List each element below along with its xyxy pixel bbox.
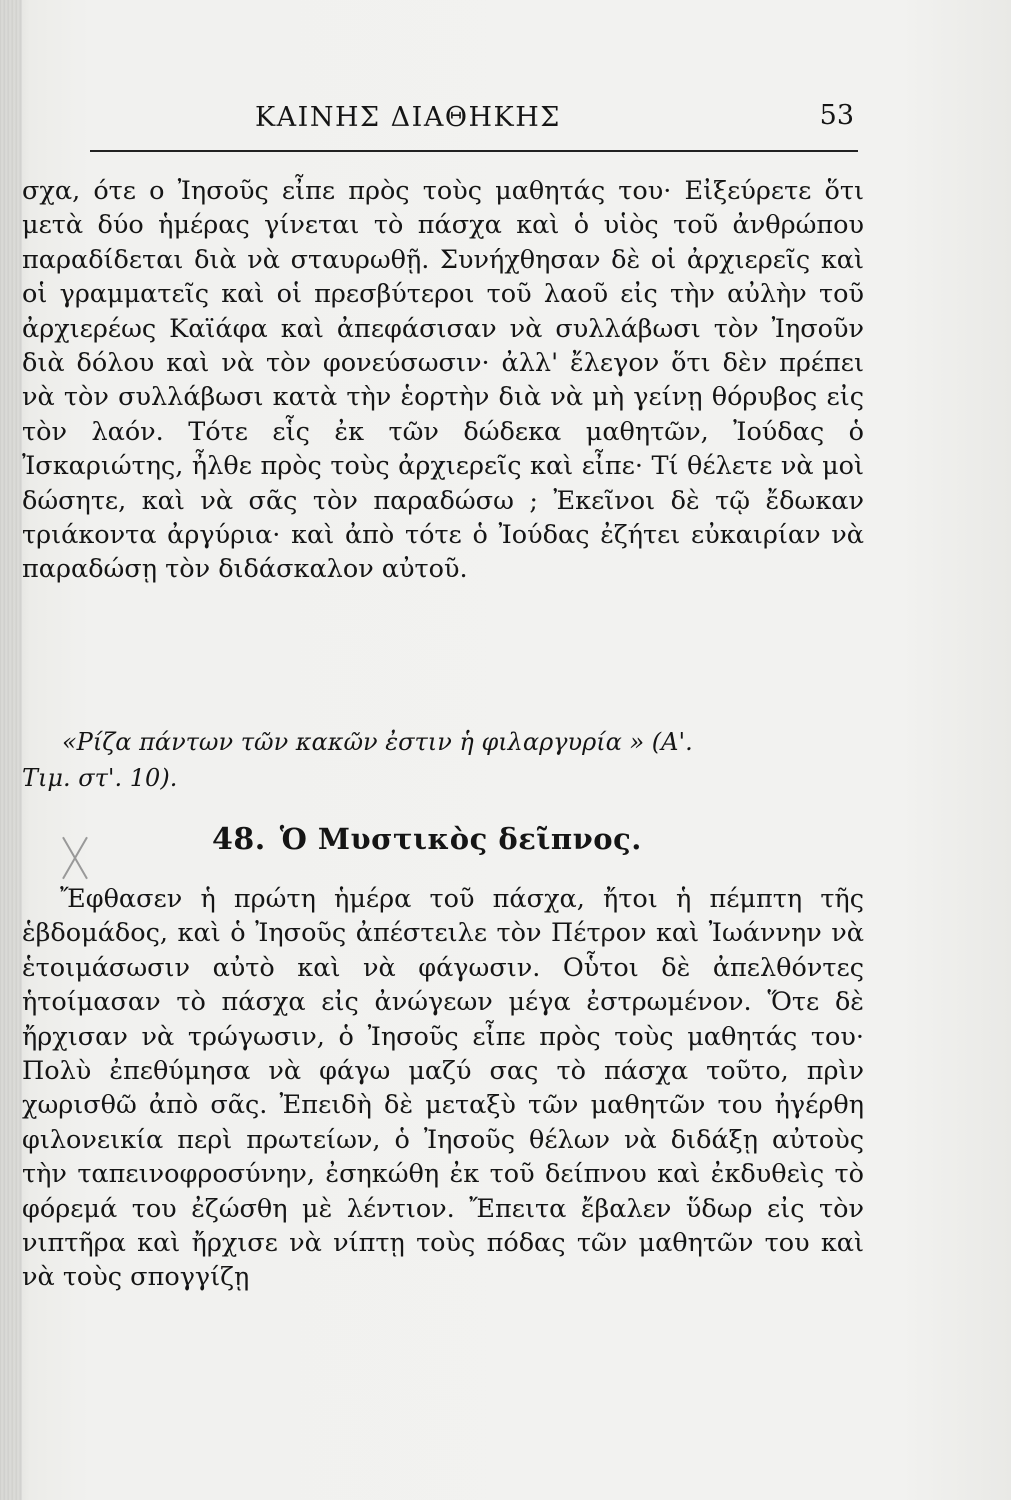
quote-reference: Τιμ. στ'. 10). (22, 764, 178, 792)
header-rule (90, 150, 858, 152)
paragraph-continuation (22, 174, 864, 587)
scripture-quote (22, 724, 864, 796)
paragraph-text: Ἔφθασεν ἡ πρώτη ἡμέρα τοῦ πάσχα, ἤτοι ἡ πέμπτη τῆς ἑβδομάδος, καὶ ὁ Ἰησοῦς ἀπέστειλε τὸν Πέτρον καὶ Ἰωάννην νὰ ἑτοιμάσωσιν αὐτὸ καὶ νὰ φάγωσιν. Οὗτοι δὲ ἀπελθόντες ἡτοίμασαν τὸ πάσχα εἰς ἀνώγεων μέγα ἐστρωμένον. Ὅτε δὲ ἤρχισαν νὰ τρώγωσιν, ὁ Ἰησοῦς εἶπε πρὸς τοὺς μαθητάς του· Πολὺ ἐπεθύμησα νὰ φάγω μαζύ σας τὸ πάσχα τοῦτο, πρὶν χωρισθῶ ἀπὸ σᾶς. Ἐπειδὴ δὲ μεταξὺ τῶν μαθητῶν του ἠγέρθη φιλονεικία περὶ πρωτείων, ὁ Ἰησοῦς θέλων νὰ διδάξῃ αὐτοὺς τὴν ταπεινοφροσύνην, ἐσηκώθη ἐκ τοῦ δείπνου καὶ ἐκδυθεὶς τὸ φόρεμά του ἐζώσθη μὲ λέντιον. Ἔπειτα ἔβαλεν ὕδωρ εἰς τὸν νιπτῆρα καὶ ἤρχισε νὰ νίπτῃ τοὺς πόδας τῶν μαθητῶν του καὶ νὰ τοὺς σπογγίζῃ (22, 884, 864, 1293)
binding-edge (0, 0, 22, 1500)
running-header (90, 98, 858, 148)
quote-line: «Ρίζα πάντων τῶν κακῶν ἐστιν ἡ φιλαργυρία » (Α'. (62, 728, 693, 756)
paragraph-text: σχα, ότε ο Ἰησοῦς εἶπε πρὸς τοὺς μαθητάς του· Εἰξεύρετε ὅτι μετὰ δύο ἡμέρας γίνεται τὸ πάσχα καὶ ὁ υἱὸς τοῦ ἀνθρώπου παραδίδεται διὰ νὰ σταυρωθῇ. Συνήχθησαν δὲ οἱ ἀρχιερεῖς καὶ οἱ γραμματεῖς καὶ οἱ πρεσβύτεροι τοῦ λαοῦ εἰς τὴν αὐλὴν τοῦ ἀρχιερέως Καϊάφα καὶ ἀπεφάσισαν νὰ συλλάβωσι τὸν Ἰησοῦν διὰ δόλου καὶ νὰ τὸν φονεύσωσιν· ἀλλ' ἔλεγον ὅτι δὲν πρέπει νὰ τὸν συλλάβωσι κατὰ τὴν ἑορτὴν διὰ νὰ μὴ γείνῃ θόρυβος εἰς τὸν λαόν. Τότε εἷς ἐκ τῶν δώδεκα μαθητῶν, Ἰούδας ὁ Ἰσκαριώτης, ἦλθε πρὸς τοὺς ἀρχιερεῖς καὶ εἶπε· Τί θέλετε νὰ μοὶ δώσητε, καὶ νὰ σᾶς τὸν παραδώσω ; Ἐκεῖνοι δὲ τῷ ἔδωκαν τριάκοντα ἀργύρια· καὶ ἀπὸ τότε ὁ Ἰούδας ἐζήτει εὐκαιρίαν νὰ παραδώσῃ τὸν διδάσκαλον αὐτοῦ. (22, 176, 864, 585)
page-number: 53 (819, 100, 854, 131)
section-number: 48. (212, 822, 266, 857)
section-heading (212, 822, 642, 857)
header-title: ΚΑΙΝΗΣ ΔΙΑΘΗΚΗΣ (255, 102, 561, 133)
section-paragraph (22, 882, 864, 1295)
section-title: Ὁ Μυστικὸς δεῖπνος. (279, 822, 642, 856)
pen-mark (56, 834, 96, 884)
